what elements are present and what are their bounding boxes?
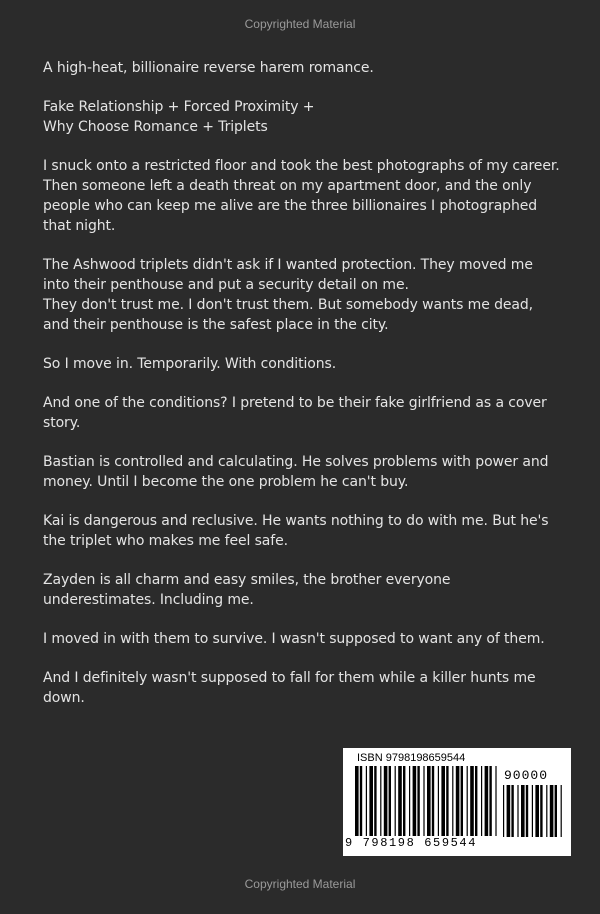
blurb-tagline: A high-heat, billionaire reverse harem romance.: [43, 60, 374, 76]
barcode-bar: [452, 766, 453, 836]
barcode-bar: [395, 766, 396, 836]
barcode-bar: [521, 785, 525, 837]
blurb-tropes: Fake Relationship + Forced Proximity + Why Choose Romance + Triplets: [43, 99, 315, 135]
ean13-barcode-bars: [355, 766, 500, 836]
barcode-bar: [532, 785, 533, 837]
barcode-bar: [432, 766, 434, 836]
barcode-bar: [507, 785, 511, 837]
barcode-bar: [489, 766, 491, 836]
isbn-label: ISBN 9798198659544: [357, 752, 466, 764]
barcode-bar: [485, 766, 489, 836]
barcode-bar: [470, 766, 474, 836]
barcode-bar: [374, 766, 376, 836]
barcode-bar: [427, 766, 431, 836]
barcode-bar: [384, 766, 388, 836]
barcode-bar: [438, 766, 439, 836]
blurb-paragraph: So I move in. Temporarily. With conditions.: [43, 356, 337, 372]
isbn-digits: 9 798198 659544: [345, 836, 478, 850]
copyright-watermark-bottom: Copyrighted Material: [244, 877, 356, 891]
blurb-paragraph: Zayden is all charm and easy smiles, the brother everyone underestimates. Including me.: [43, 572, 451, 608]
barcode-bar: [561, 785, 562, 837]
barcode-bar: [461, 766, 463, 836]
barcode-bar: [398, 766, 402, 836]
barcode-bar: [446, 766, 448, 836]
barcode-bar: [546, 785, 547, 837]
isbn-barcode: [343, 748, 571, 856]
barcode-bar: [366, 766, 367, 836]
barcode-bar: [475, 766, 477, 836]
barcode-bar: [417, 766, 419, 836]
barcode-bar: [481, 766, 482, 836]
barcode-bar: [550, 785, 554, 837]
blurb-paragraph: Kai is dangerous and reclusive. He wants nothing to do with me. But he's the triplet who makes me feel safe.: [43, 513, 549, 549]
blurb-paragraph: The Ashwood triplets didn't ask if I wanted protection. They moved me into their penthouse and put a security detail on me. They don't trust me. I don't trust them. But somebody wants me dead, and their penthouse is the safest place in the city.: [43, 257, 534, 333]
barcode-bar: [555, 785, 557, 837]
barcode-bar: [517, 785, 518, 837]
barcode-bar: [467, 766, 468, 836]
barcode-bar: [535, 785, 539, 837]
barcode-bar: [540, 785, 542, 837]
copyright-watermark-top: Copyrighted Material: [244, 17, 356, 31]
barcode-bar: [360, 766, 362, 836]
price-code: 90000: [504, 768, 549, 783]
blurb-paragraph: Bastian is controlled and calculating. He solves problems with power and money. Until I become the one problem he can't buy.: [43, 454, 549, 490]
barcode-bar: [389, 766, 391, 836]
blurb-paragraph: And I definitely wasn't supposed to fall for them while a killer hunts me down.: [43, 670, 536, 706]
barcode-bar: [409, 766, 410, 836]
barcode-bar: [456, 766, 460, 836]
barcode-bar: [503, 785, 504, 837]
back-cover-blurb: [43, 58, 563, 708]
barcode-bar: [380, 766, 381, 836]
barcode-bar: [355, 766, 359, 836]
blurb-paragraph: And one of the conditions? I pretend to be their fake girlfriend as a cover story.: [43, 395, 547, 431]
blurb-paragraph: I snuck onto a restricted floor and took the best photographs of my career. Then someone left a death threat on my apartment door, and the only people who can keep me alive are the three billionaires I photographed that night.: [43, 158, 560, 234]
barcode-bar: [526, 785, 528, 837]
barcode-bar: [495, 766, 496, 836]
barcode-bar: [403, 766, 405, 836]
barcode-bar: [369, 766, 373, 836]
price-barcode-bars: [503, 785, 563, 845]
barcode-bar: [413, 766, 417, 836]
barcode-bar: [441, 766, 445, 836]
barcode-bar: [423, 766, 424, 836]
barcode-bar: [511, 785, 513, 837]
blurb-paragraph: I moved in with them to survive. I wasn't supposed to want any of them.: [43, 631, 545, 647]
